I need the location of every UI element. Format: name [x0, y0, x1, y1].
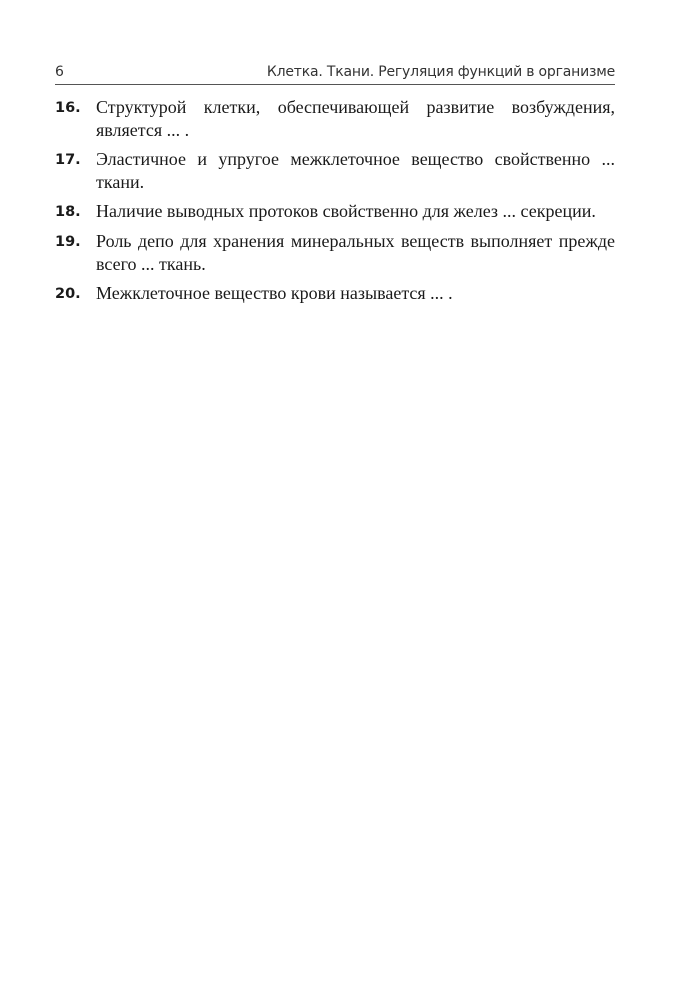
question-item: [55, 148, 615, 194]
running-title: Клетка. Ткани. Регуляция функций в организме: [266, 64, 615, 80]
question-item: [55, 96, 615, 142]
page-number: 6: [55, 64, 64, 80]
question-number: 17.: [55, 152, 81, 168]
question-text: Роль депо для хранения минеральных веществ выполняет прежде всего ... ткань.: [96, 231, 615, 274]
question-text: Межклеточное вещество крови называется ... .: [96, 283, 453, 303]
question-list: [55, 96, 615, 312]
question-text: Эластичное и упругое межклеточное вещество свойственно ... ткани.: [96, 149, 615, 192]
page-header: [55, 62, 615, 85]
question-text: Структурой клетки, обеспечивающей развитие возбуждения, является ... .: [96, 97, 615, 140]
question-item: [55, 282, 615, 306]
question-text: Наличие выводных протоков свойственно для желез ... секреции.: [96, 201, 596, 221]
question-item: [55, 230, 615, 276]
question-item: [55, 200, 615, 224]
question-number: 20.: [55, 286, 81, 302]
question-number: 16.: [55, 100, 81, 116]
question-number: 18.: [55, 204, 81, 220]
question-number: 19.: [55, 234, 81, 250]
